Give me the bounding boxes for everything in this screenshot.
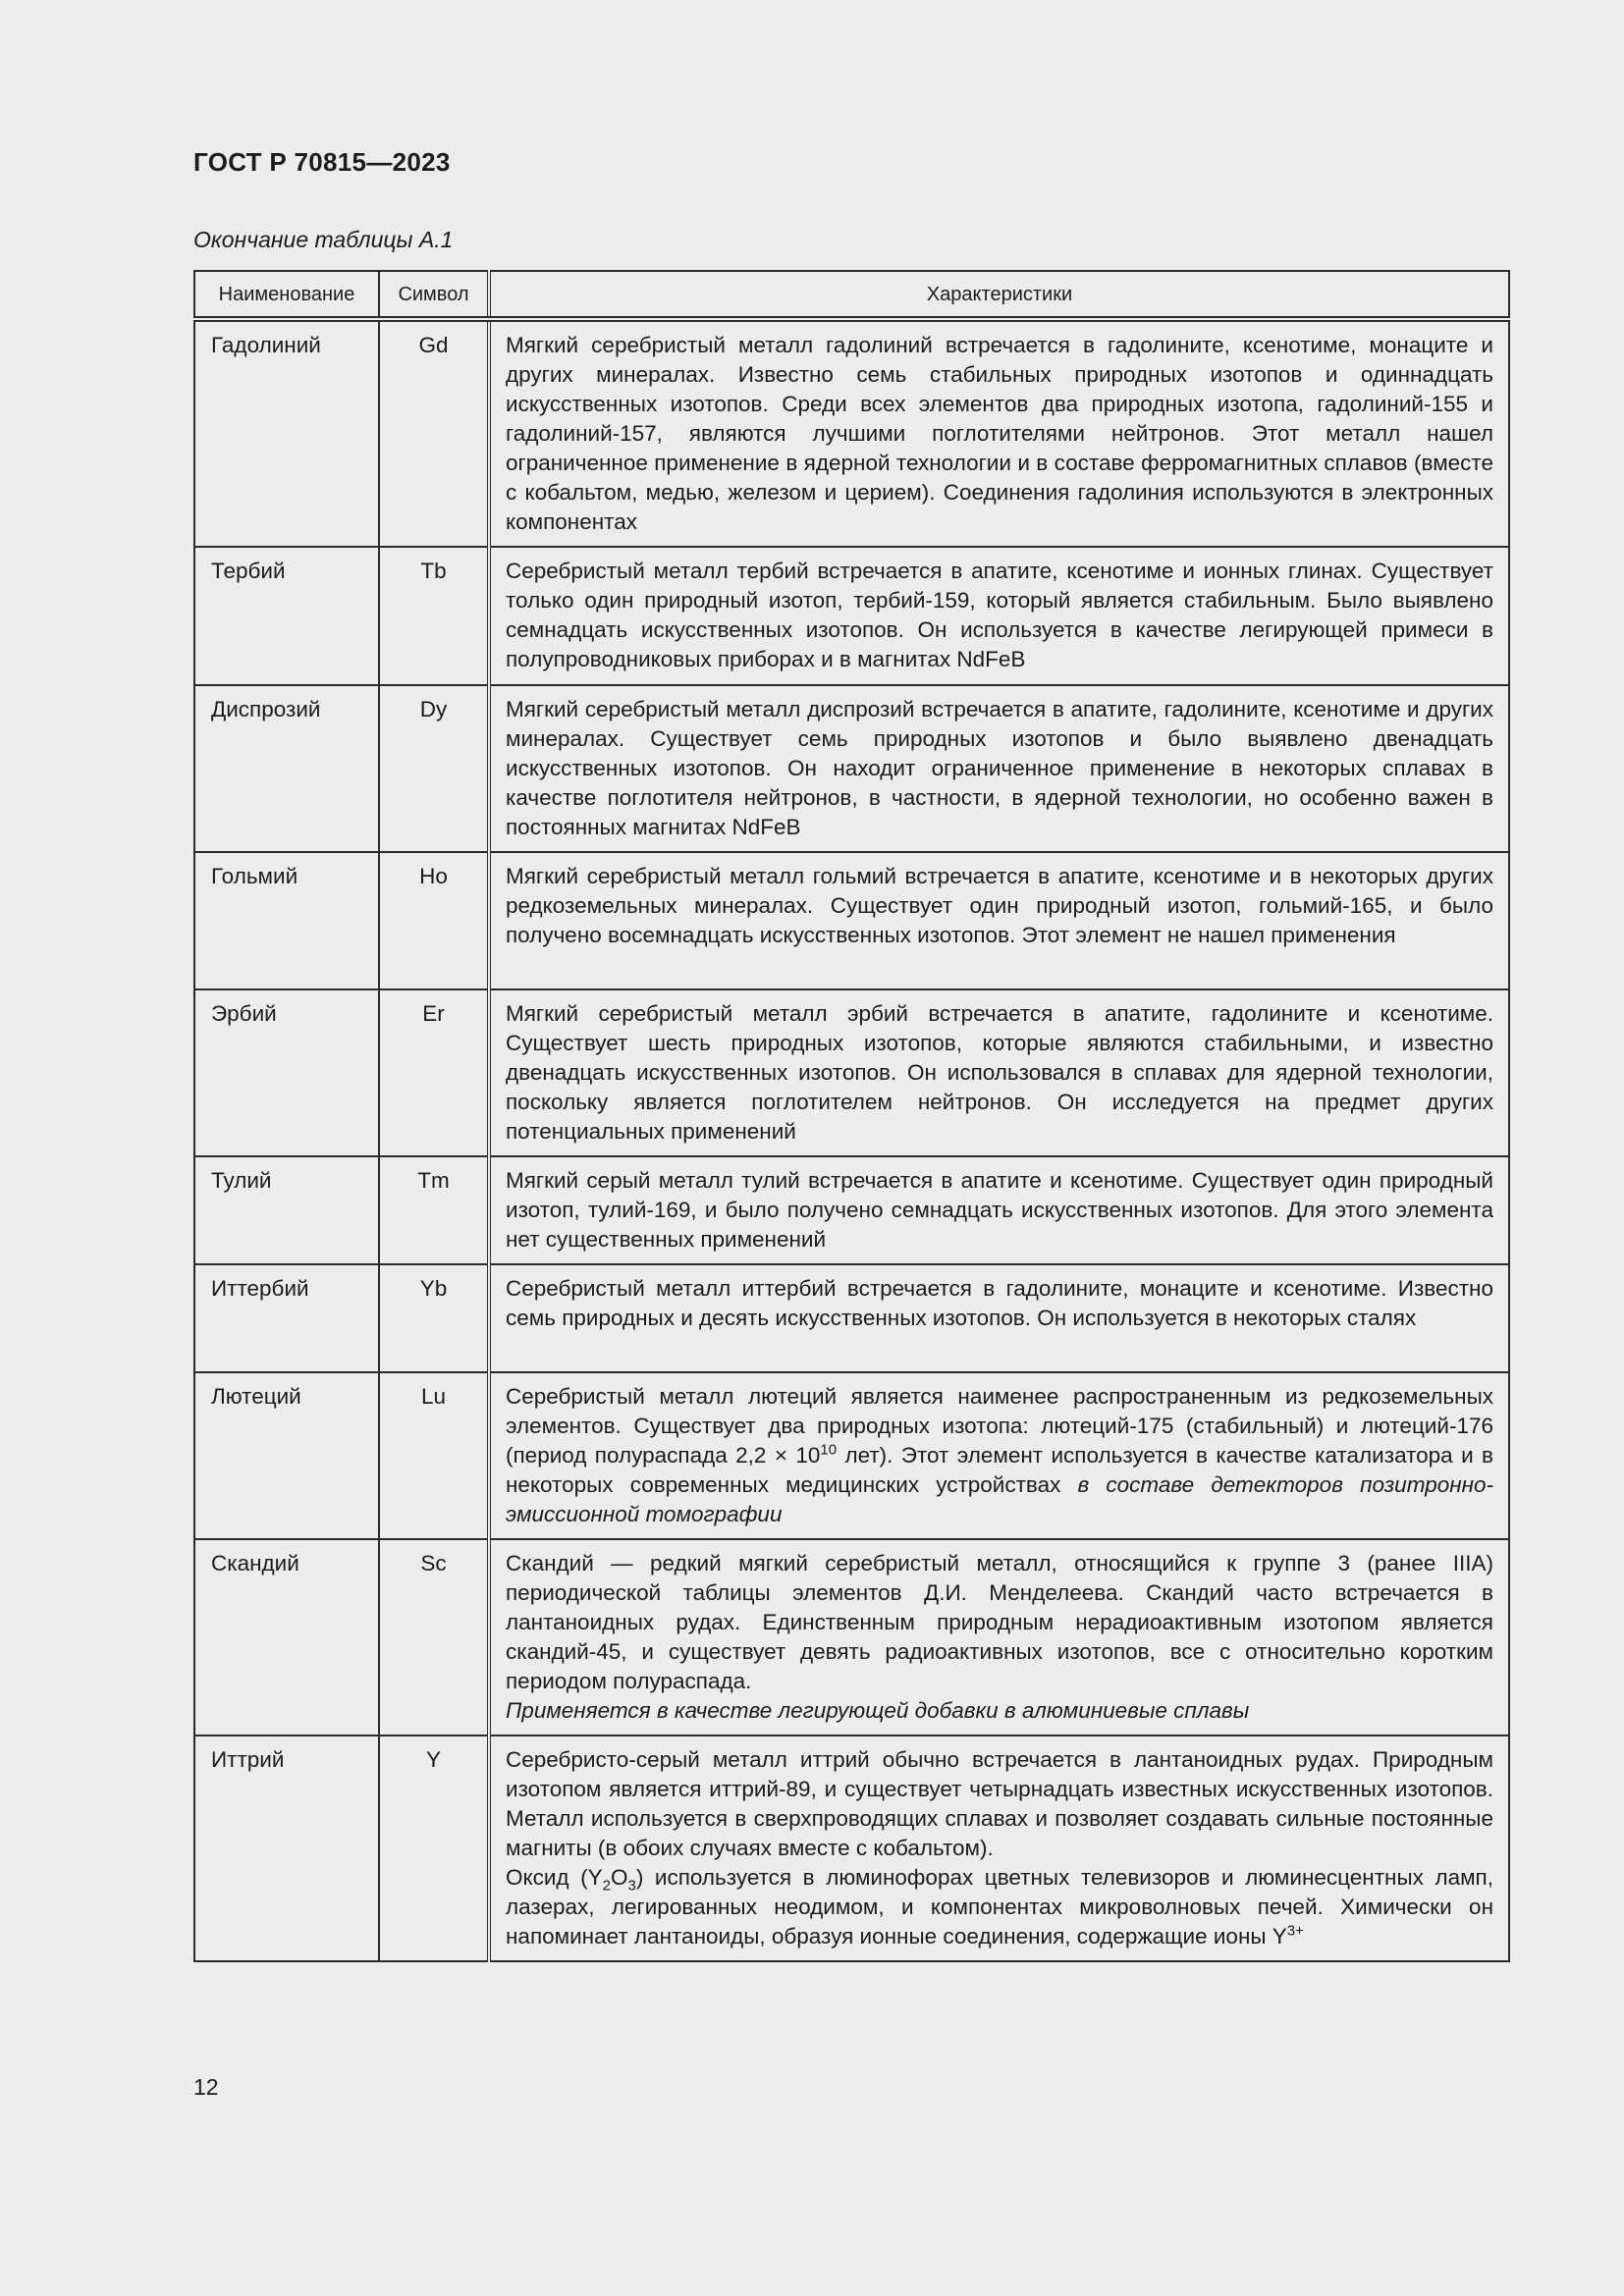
- superscript: 3+: [1286, 1922, 1304, 1940]
- description-text: Мягкий серебристый металл гадолиний встречается в гадолините, ксенотиме, монаците и других минералах. Известно семь стабильных природных изотопов и одиннадцать искусственных изотопов. Среди всех элементов два природных изотопа, гадолиний-155 и гадолиний-157, являются лучшими поглотителями нейтронов. Этот металл нашел ограниченное применение в ядерной технологии и в составе ферромагнитных сплавов (вместе с кобальтом, медью, железом и церием). Соединения гадолиния используются в электронных компонентах: [506, 333, 1493, 534]
- document-code: ГОСТ Р 70815—2023: [193, 147, 451, 177]
- element-description: [489, 547, 1509, 685]
- element-name: Диспрозий: [194, 685, 379, 852]
- element-symbol: Sc: [379, 1539, 489, 1735]
- element-description: [489, 1264, 1509, 1372]
- element-description: [489, 685, 1509, 852]
- description-text-part: Серебристый металл лютеций является наименее распространенным из редкоземельных элементов. Существует два природных изотопа: лютеций-175 (стабильный) и лютеций-176 (период полураспада 2,2 × 10: [506, 1384, 1493, 1468]
- elements-table: [193, 270, 1510, 1962]
- element-symbol: Tb: [379, 547, 489, 685]
- description-text: Серебристый металл иттербий встречается в гадолините, монаците и ксенотиме. Известно семь природных и десять искусственных изотопов. Он используется в некоторых сталях: [506, 1276, 1493, 1330]
- description-text: Мягкий серый металл тулий встречается в апатите и ксенотиме. Существует один природный изотоп, тулий-169, и было получено семнадцать искусственных изотопов. Для этого элемента нет существенных применений: [506, 1168, 1493, 1252]
- description-text-part: Оксид (Y: [506, 1865, 603, 1890]
- element-name: Тулий: [194, 1156, 379, 1264]
- element-name: Гольмий: [194, 852, 379, 989]
- table-caption: Окончание таблицы А.1: [193, 227, 454, 252]
- description-text: Серебристо-серый металл иттрий обычно встречается в лантаноидных рудах. Природным изотопом является иттрий-89, и существует четырнадцать известных искусственных изотопов. Металл используется в сверхпроводящих сплавах и позволяет создавать сильные постоянные магниты (в обоих случаях вместе с кобальтом).: [506, 1747, 1493, 1860]
- table-row: [194, 1539, 1509, 1735]
- description-text-part: ) используется в люминофорах цветных телевизоров и люминесцентных ламп, лазерах, легированных неодимом, и компонентах микроволновых печей. Химически он напоминает лантаноиды, образуя ионные соединения, содержащие ионы Y: [506, 1865, 1493, 1949]
- description-text: Мягкий серебристый металл гольмий встречается в апатите, ксенотиме и в некоторых других редкоземельных минералах. Существует один природный изотоп, гольмий-165, и было получено восемнадцать искусственных изотопов. Этот элемент не нашел применения: [506, 864, 1493, 947]
- element-symbol: Er: [379, 989, 489, 1156]
- table-row: [194, 852, 1509, 989]
- element-symbol: Yb: [379, 1264, 489, 1372]
- description-text: Мягкий серебристый металл эрбий встречается в апатите, гадолините и ксенотиме. Существует шесть природных изотопов, которые являются стабильными, и известно двенадцать искусственных изотопов. Он использовался в сплавах для ядерной технологии, поскольку является поглотителем нейтронов. Он исследуется на предмет других потенциальных применений: [506, 1001, 1493, 1144]
- description-text: [506, 1382, 1493, 1529]
- description-italic: в составе детекторов позитронно-эмиссионной томографии: [506, 1472, 1493, 1526]
- description-text: Серебристый металл тербий встречается в апатите, ксенотиме и ионных глинах. Существует только один природный изотоп, тербий-159, который является стабильным. Было выявлено семнадцать искусственных изотопов. Он используется в качестве легирующей примеси в полупроводниковых приборах и в магнитах NdFeB: [506, 559, 1493, 671]
- element-name: Лютеций: [194, 1372, 379, 1539]
- exponent: 10: [820, 1441, 838, 1459]
- description-text-part: O: [610, 1865, 628, 1890]
- element-name: Гадолиний: [194, 319, 379, 547]
- element-symbol: Dy: [379, 685, 489, 852]
- subscript: 3: [627, 1877, 636, 1895]
- description-text: Мягкий серебристый металл диспрозий встречается в апатите, гадолините, ксенотиме и других минералах. Существует семь природных изотопов и было выявлено двенадцать искусственных изотопов. Он находит ограниченное применение в некоторых сплавах в качестве поглотителя нейтронов, в частности, в ядерной технологии, но особенно важен в постоянных магнитах NdFeB: [506, 697, 1493, 839]
- element-symbol: Gd: [379, 319, 489, 547]
- element-description: [489, 1539, 1509, 1735]
- table-row: [194, 547, 1509, 685]
- table-row: [194, 989, 1509, 1156]
- table-row: [194, 1735, 1509, 1961]
- column-header-characteristics: Характеристики: [489, 271, 1509, 319]
- element-description: [489, 319, 1509, 547]
- element-description: [489, 1156, 1509, 1264]
- description-text-part: лет). Этот элемент используется в качестве катализатора и в некоторых современных медицинских устройствах: [506, 1443, 1493, 1497]
- description-text: [506, 1863, 1493, 1951]
- column-header-name: Наименование: [194, 271, 379, 319]
- element-name: Иттрий: [194, 1735, 379, 1961]
- element-name: Эрбий: [194, 989, 379, 1156]
- page-number: 12: [193, 2074, 219, 2100]
- element-name: Скандий: [194, 1539, 379, 1735]
- table-header-row: [194, 271, 1509, 319]
- element-description: [489, 989, 1509, 1156]
- element-description: [489, 852, 1509, 989]
- element-symbol: Tm: [379, 1156, 489, 1264]
- table-row: [194, 1264, 1509, 1372]
- column-header-symbol: Символ: [379, 271, 489, 319]
- table-row: [194, 319, 1509, 547]
- element-name: Тербий: [194, 547, 379, 685]
- table-row: [194, 1372, 1509, 1539]
- element-description: [489, 1735, 1509, 1961]
- subscript: 2: [602, 1877, 611, 1895]
- element-symbol: Ho: [379, 852, 489, 989]
- description-italic: Применяется в качестве легирующей добавки в алюминиевые сплавы: [506, 1698, 1250, 1723]
- element-symbol: Lu: [379, 1372, 489, 1539]
- element-symbol: Y: [379, 1735, 489, 1961]
- element-name: Иттербий: [194, 1264, 379, 1372]
- element-description: [489, 1372, 1509, 1539]
- table-row: [194, 1156, 1509, 1264]
- table-row: [194, 685, 1509, 852]
- description-text: Скандий — редкий мягкий серебристый металл, относящийся к группе 3 (ранее IIIA) периодической таблицы элементов Д.И. Менделеева. Скандий часто встречается в лантаноидных рудах. Единственным природным нерадиоактивным изотопом является скандий-45, и существует девять радиоактивных изотопов, все с относительно коротким периодом полураспада.: [506, 1551, 1493, 1693]
